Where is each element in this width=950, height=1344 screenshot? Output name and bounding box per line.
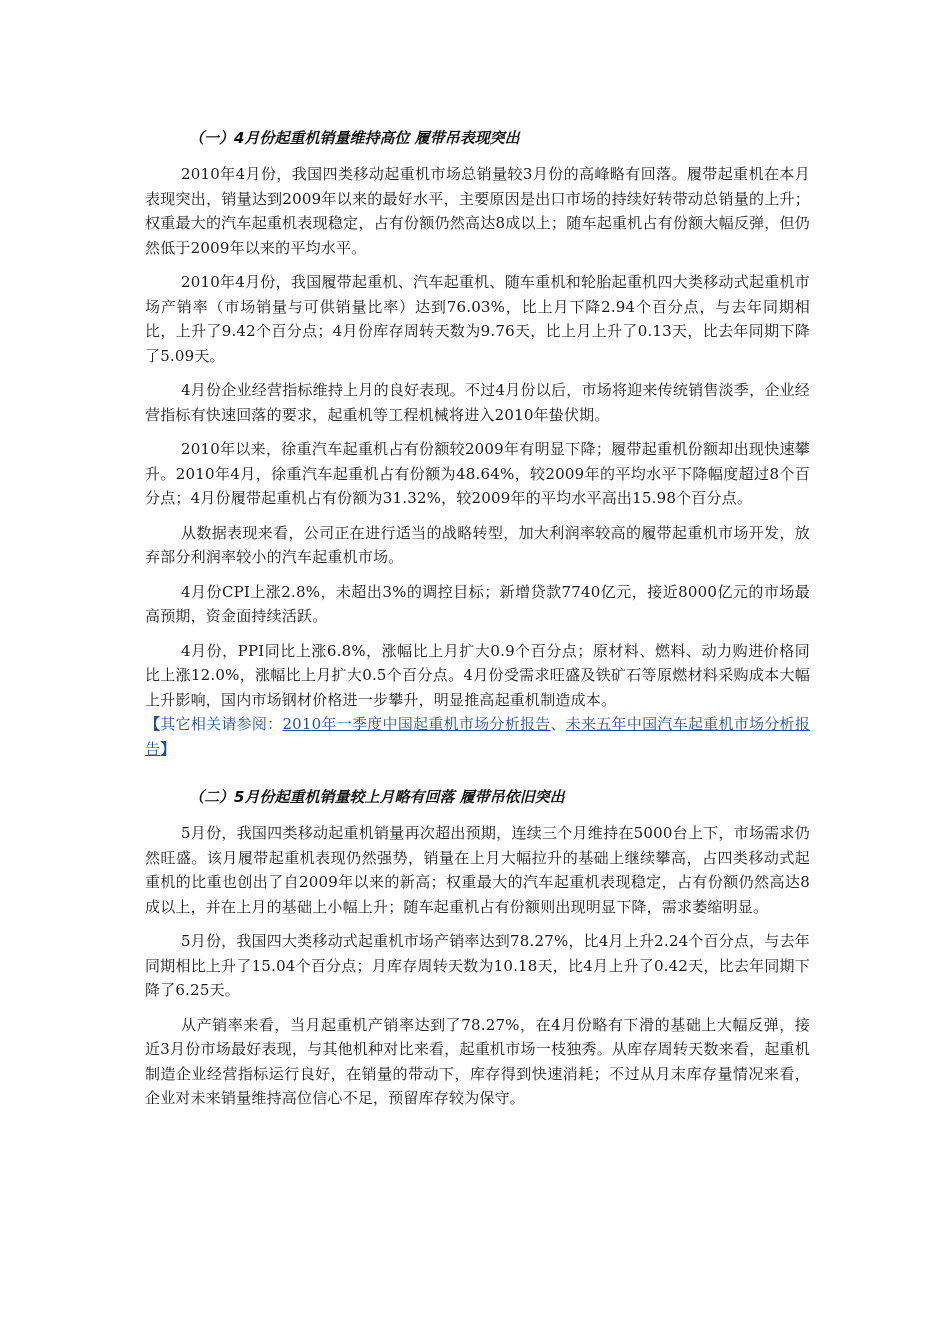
section1-paragraph-4: 2010年以来，徐重汽车起重机占有份额较2009年有明显下降；履带起重机份额却出现快速攀升。2010年4月，徐重汽车起重机占有份额为48.64%，较2009年的平均水平下降幅度超过8个百分点；4月份履带起重机占有份额为31.32%，较2009年的平均水平高出15.98个百分点。 (145, 440, 810, 507)
section2-heading: （二）5月份起重机销量较上月略有回落 履带吊依旧突出 (189, 788, 565, 806)
section2-paragraph-3: 从产销率来看，当月起重机产销率达到了78.27%，在4月份略有下滑的基础上大幅反弹，接近3月份市场最好表现，与其他机种对比来看，起重机市场一枝独秀。从库存周转天数来看，起重机制造企业经营指标运行良好，在销量的带动下，库存得到快速消耗；不过从月末库存量情况来看，企业对未来销量维持高位信心不足，预留库存较为保守。 (145, 1015, 810, 1107)
related-reports-reference (145, 712, 810, 761)
reference-prefix: 其它相关请参阅： (160, 715, 283, 733)
section1-paragraph-1: 2010年4月份，我国四类移动起重机市场总销量较3月份的高峰略有回落。履带起重机在本月表现突出，销量达到2009年以来的最好水平，主要原因是出口市场的持续好转带动总销量的上升；权重最大的汽车起重机表现稳定，占有份额仍然高达8成以上；随车起重机占有份额大幅反弹，但仍然低于2009年以来的平均水平。 (145, 165, 810, 257)
section1-paragraph-6: 4月份CPI上涨2.8%，未超出3%的调控目标；新增贷款7740亿元，接近8000亿元的市场最高预期，资金面持续活跃。 (145, 582, 810, 625)
section1-paragraph-2: 2010年4月份，我国履带起重机、汽车起重机、随车重机和轮胎起重机四大类移动式起重机市场产销率（市场销量与可供销量比率）达到76.03%，比上月下降2.94个百分点，与去年同期相比，上升了9.42个百分点；4月份库存周转天数为9.76天，比上月上升了0.13天，比去年同期下降了5.09天。 (145, 273, 810, 365)
section2-paragraph-2: 5月份，我国四大类移动式起重机市场产销率达到78.27%，比4月上升2.24个百分点，与去年同期相比上升了15.04个百分点；月库存周转天数为10.18天，比4月上升了0.42天，比去年同期下降了6.25天。 (145, 932, 810, 999)
reference-close-bracket: 】 (160, 739, 176, 758)
report-link-2010-q1[interactable]: 2010年一季度中国起重机市场分析报告 (282, 715, 551, 733)
reference-separator: 、 (550, 715, 566, 733)
reference-open-bracket: 【 (145, 715, 161, 733)
section1-paragraph-5: 从数据表现来看，公司正在进行适当的战略转型，加大利润率较高的履带起重机市场开发，放弃部分利润率较小的汽车起重机市场。 (145, 523, 810, 566)
report-link-five-year-truck-crane[interactable]: 未来五年中国汽车起重机市场分析报告 (145, 715, 811, 758)
section2-paragraph-1: 5月份，我国四类移动起重机销量再次超出预期，连续三个月维持在5000台上下，市场需求仍然旺盛。该月履带起重机表现仍然强势，销量在上月大幅拉升的基础上继续攀高，占四类移动式起重机的比重也创出了自2009年以来的新高；权重最大的汽车起重机表现稳定，占有份额仍然高达8成以上，并在上月的基础上小幅上升；随车起重机占有份额则出现明显下降，需求萎缩明显。 (145, 824, 810, 916)
section1-paragraph-7: 4月份，PPI同比上涨6.8%，涨幅比上月扩大0.9个百分点；原材料、燃料、动力购进价格同比上涨12.0%，涨幅比上月扩大0.5个百分点。4月份受需求旺盛及铁矿石等原燃材料采购成本大幅上升影响，国内市场钢材价格进一步攀升，明显推高起重机制造成本。 (145, 641, 810, 709)
section1-heading: （一）4月份起重机销量维持高位 履带吊表现突出 (189, 129, 520, 147)
section1-paragraph-3: 4月份企业经营指标维持上月的良好表现。不过4月份以后，市场将迎来传统销售淡季，企业经营指标有快速回落的要求，起重机等工程机械将进入2010年蛰伏期。 (145, 381, 810, 424)
